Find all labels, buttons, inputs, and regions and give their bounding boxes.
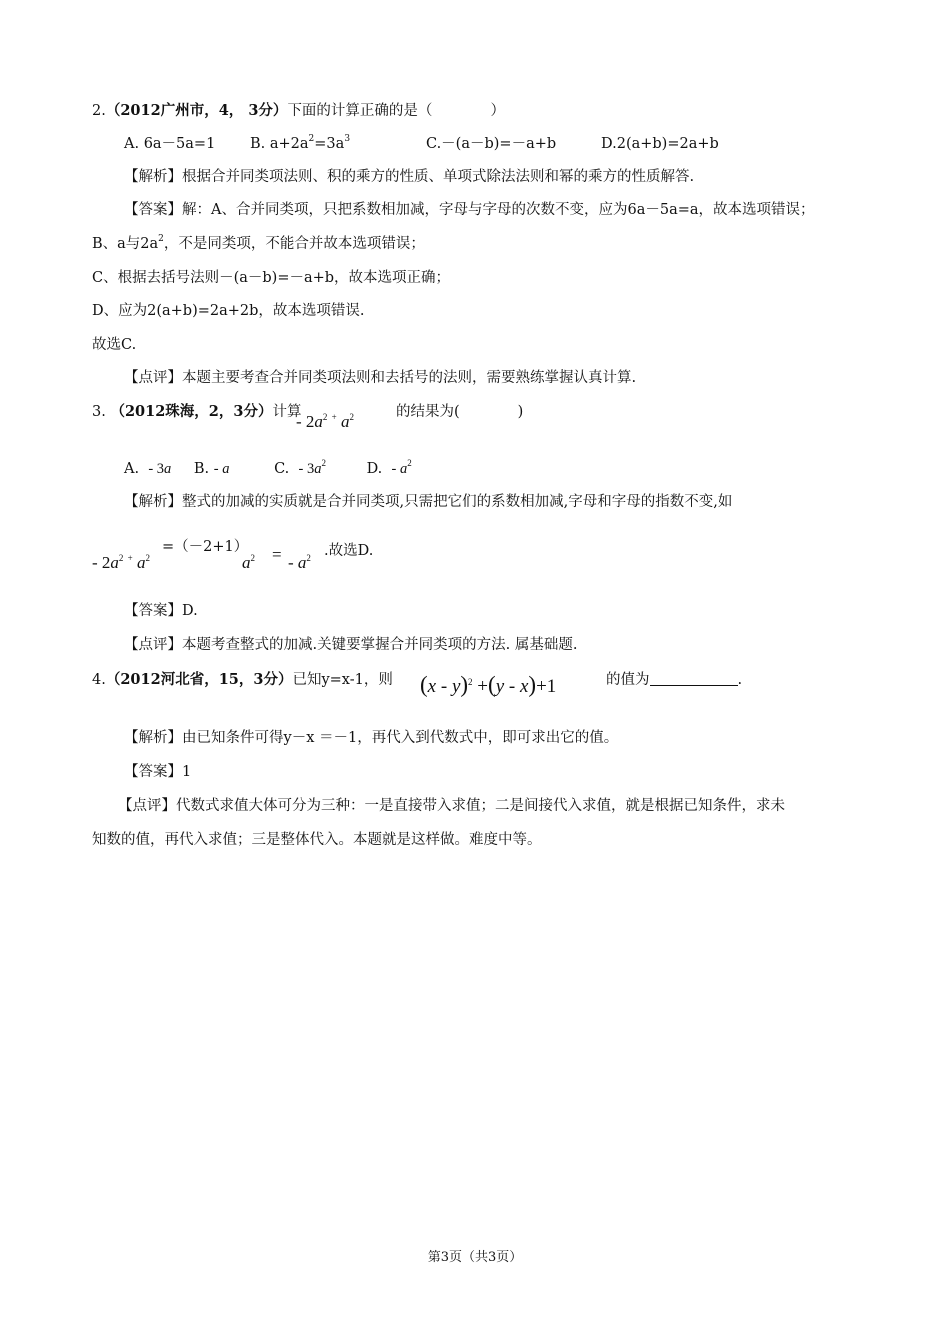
q2-header (92, 101, 505, 121)
q4-review (118, 796, 785, 816)
q3-close: ) (517, 404, 524, 420)
q2-options (124, 134, 719, 154)
q4-tail-text: 的值为 (606, 672, 650, 688)
q2-answer-tag: 【答案】 (124, 202, 182, 218)
q3-analysis-coef: =（－2+1） (162, 539, 249, 555)
q4-review-line1: 代数式求值大体可分为三种：一是直接带入求值；二是间接代入求值，就是根据已知条件，求未 (176, 798, 785, 814)
q2-review-text: 本题主要考查合并同类项法则和去括号的法则，需要熟练掌握认真计算. (182, 370, 637, 386)
q3-option-d: D. - $a^2$ (366, 458, 412, 477)
q2-analysis-tag: 【解析】 (124, 169, 182, 185)
q2-option-d: D.2(a+b)=2a+b (601, 136, 719, 152)
q2-close: ） (490, 103, 505, 119)
q3-number: 3. (92, 404, 106, 420)
q3-analysis (124, 492, 732, 512)
q4-blank (650, 671, 738, 686)
q3-analysis-neg-a2: - $a^2$ (288, 553, 311, 572)
q4-header (92, 670, 393, 690)
q4-source: （2012河北省，15，3分） (105, 671, 293, 688)
q2-answer-line4: D、应为2(a+b)=2a+2b，故本选项错误. (92, 303, 365, 319)
q4-answer (124, 762, 191, 782)
q4-analysis (124, 728, 618, 748)
q2-number: 2. (92, 103, 106, 119)
q3-review-text: 本题考查整式的加减.关键要掌握合并同类项的方法. 属基础题. (182, 637, 578, 653)
q4-stem: 已知y=x-1，则 (292, 672, 393, 688)
q2-review-tag: 【点评】 (124, 370, 182, 386)
q4-expression: (x - y)$^2$ +(y - x)+1 (420, 672, 557, 697)
q2-answer-line2: B、a与$2a^2$，不是同类项，不能合并故本选项错误； (92, 234, 425, 252)
q3-expression: - $2a^2$ + $a^2$ (296, 412, 354, 431)
q3-header (92, 402, 302, 422)
q4-analysis-tag: 【解析】 (124, 730, 182, 746)
q2-review (124, 368, 636, 388)
q3-source: （2012珠海，2，3分） (110, 403, 273, 420)
q3-tail (396, 402, 523, 422)
q3-analysis-text: 整式的加减的实质就是合并同类项,只需把它们的系数相加减,字母和字母的指数不变,如 (182, 494, 733, 510)
q2-option-b: B. $a+2a^2=3a^3$ (250, 134, 351, 152)
q2-stem: 下面的计算正确的是（ (287, 103, 433, 119)
page-footer: 第3页（共3页） (427, 1250, 523, 1265)
q3-tail-text: 的结果为( (396, 404, 460, 420)
q4-number: 4. (92, 672, 106, 688)
q2-answer-line3: C、根据去括号法则－(a－b)=－a+b，故本选项正确； (92, 270, 451, 286)
q2-source: （2012广州市，4， 3分） (105, 102, 288, 119)
q3-option-a: A. - 3a (124, 461, 172, 477)
q2-analysis-text: 根据合并同类项法则、积的乘方的性质、单项式除法法则和幂的乘方的性质解答. (182, 169, 695, 185)
q2-analysis (124, 167, 694, 187)
q3-analysis-a2: $a^2$ (242, 553, 255, 572)
q3-answer-text: D. (182, 603, 198, 619)
q4-tail (606, 670, 742, 690)
q4-analysis-text: 由已知条件可得y－x ＝－1，再代入到代数式中，即可求出它的值。 (182, 730, 619, 746)
q3-analysis-expression: - $2a^2$ + $a^2$ (92, 553, 150, 572)
q3-review (124, 635, 577, 655)
q3-answer (124, 601, 198, 621)
q3-answer-tag: 【答案】 (124, 603, 182, 619)
q3-analysis-end: .故选D. (324, 543, 374, 559)
q2-answer-line5: 故选C. (92, 337, 137, 353)
q3-analysis-result: = (272, 545, 291, 564)
q3-options (124, 459, 412, 479)
q2-answer (124, 200, 815, 220)
q2-answer-line1: 解：A、合并同类项，只把系数相加减，字母与字母的次数不变，应为6a－5a=a，故本选项错误； (182, 202, 815, 218)
q4-review-line2: 知数的值，再代入求值；三是整体代入。本题就是这样做。难度中等。 (92, 832, 542, 848)
q4-answer-text: 1 (182, 764, 192, 780)
q3-analysis-tag: 【解析】 (124, 494, 182, 510)
q4-review-tag: 【点评】 (118, 798, 176, 814)
q4-end: . (737, 672, 743, 688)
q4-answer-tag: 【答案】 (124, 764, 182, 780)
q2-option-c: C.－(a－b)=－a+b (426, 136, 557, 152)
q3-option-c: C. - $3a^2$ (274, 458, 326, 477)
q2-option-a: A. 6a－5a=1 (124, 136, 216, 152)
q3-option-b: B. - a (193, 461, 230, 477)
q3-stem: 计算 (272, 404, 302, 420)
q3-review-tag: 【点评】 (124, 637, 182, 653)
